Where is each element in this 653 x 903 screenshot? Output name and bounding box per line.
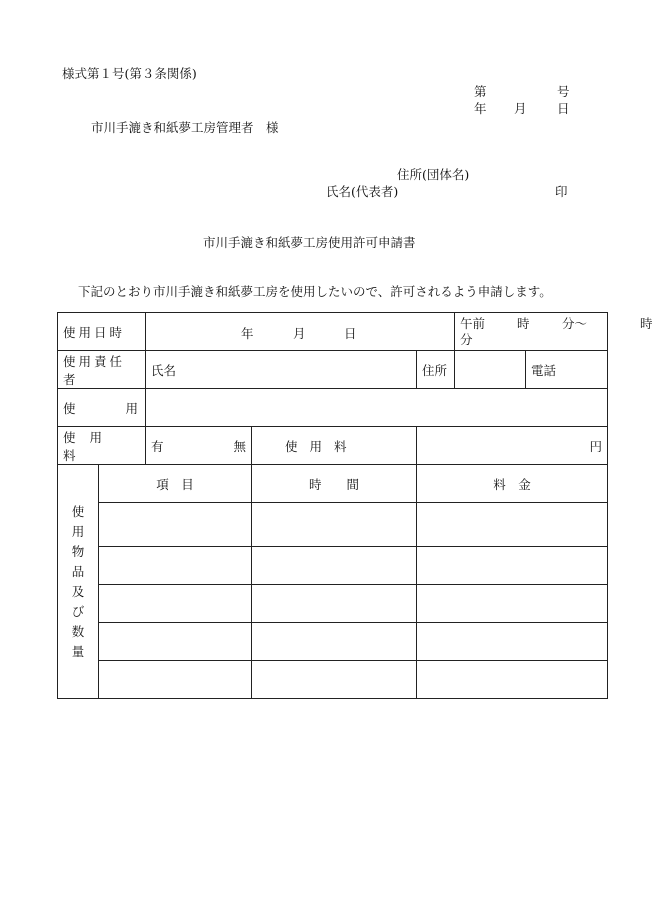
item-time-cell[interactable] [252, 585, 417, 623]
fee-amount-label-cell [252, 427, 417, 465]
col-time-header: 時 間 [252, 465, 417, 503]
table-row [58, 623, 608, 661]
col-item-header: 項 目 [99, 465, 252, 503]
responsible-name-cell[interactable] [146, 351, 417, 389]
table-row [58, 585, 608, 623]
fee-amount-label: 使用料 [285, 438, 359, 454]
item-name-cell[interactable] [99, 623, 252, 661]
usage-datetime-label-cell [58, 313, 146, 351]
item-fee-cell[interactable] [417, 585, 608, 623]
date-month-label: 月 [514, 101, 527, 116]
fee-yes-label: 有 [151, 438, 164, 454]
applicant-name-label: 氏名(代表者) [326, 184, 399, 199]
row-fee [58, 427, 608, 465]
item-fee-cell[interactable] [417, 547, 608, 585]
item-fee-cell[interactable] [417, 503, 608, 547]
usage-datetime-label: 使用日時 [63, 324, 126, 340]
form-number: 様式第１号(第３条関係) [62, 66, 197, 81]
date-year-label: 年 [474, 101, 487, 116]
intro-text: 下記のとおり市川手漉き和紙夢工房を使用したいので、許可されるよう申請します。 [78, 284, 552, 299]
purpose-input-cell[interactable] [146, 389, 608, 427]
applicant-address-label: 住所(団体名) [397, 167, 470, 182]
item-name-cell[interactable] [99, 585, 252, 623]
item-fee-cell[interactable] [417, 623, 608, 661]
date-day-label: 日 [557, 101, 570, 116]
addressee: 市川手漉き和紙夢工房管理者 様 [91, 120, 279, 135]
row-purpose [58, 389, 608, 427]
usage-date-cell[interactable] [146, 313, 455, 351]
minute-from-label: 分～ [562, 315, 588, 331]
hour-label-1: 時 [517, 315, 530, 331]
usage-day-label: 日 [344, 325, 357, 341]
fee-no-label: 無 [233, 438, 247, 454]
usage-month-label: 月 [293, 325, 306, 341]
table-row [58, 661, 608, 699]
item-name-cell[interactable] [99, 661, 252, 699]
fee-label-cell [58, 427, 146, 465]
table-row [58, 503, 608, 547]
row-responsible [58, 351, 608, 389]
minute-to-label: 分 [460, 331, 473, 347]
usage-year-label: 年 [241, 325, 254, 341]
item-time-cell[interactable] [252, 623, 417, 661]
application-table [57, 312, 653, 699]
col-fee-header: 料 金 [417, 465, 608, 503]
responsible-label-cell [58, 351, 146, 389]
table-row [58, 547, 608, 585]
item-name-cell[interactable] [99, 547, 252, 585]
fee-yes-no-cell[interactable] [146, 427, 252, 465]
yen-label: 円 [589, 438, 603, 454]
fee-label: 使用料 [63, 429, 117, 463]
responsible-name-label: 氏名 [151, 362, 177, 378]
item-name-cell[interactable] [99, 503, 252, 547]
hour-label-2: 時 [640, 315, 653, 331]
purpose-label-1: 使 [63, 400, 76, 416]
usage-time-cell[interactable] [455, 313, 653, 351]
fee-amount-cell[interactable] [417, 427, 608, 465]
doc-number-prefix: 第 [474, 84, 487, 99]
document-title: 市川手漉き和紙夢工房使用許可申請書 [203, 235, 416, 250]
responsible-label: 使用責任者 [63, 353, 126, 387]
items-vertical-label: 使 用 物 品 及 び 数 量 [71, 503, 85, 659]
row-usage-datetime [58, 313, 608, 351]
purpose-label-cell [58, 389, 146, 427]
responsible-phone-label: 電話 [531, 362, 557, 378]
items-vertical-label-cell [58, 465, 99, 699]
row-items-header [58, 465, 608, 503]
ampm-label: 午前 [460, 315, 486, 331]
item-time-cell[interactable] [252, 547, 417, 585]
item-time-cell[interactable] [252, 503, 417, 547]
responsible-phone-cell[interactable] [455, 351, 608, 389]
item-time-cell[interactable] [252, 661, 417, 699]
doc-number-suffix: 号 [557, 84, 570, 99]
seal-label: 印 [555, 184, 568, 199]
item-fee-cell[interactable] [417, 661, 608, 699]
responsible-address-label: 住所 [422, 362, 448, 378]
purpose-label-2: 用 [125, 400, 139, 416]
